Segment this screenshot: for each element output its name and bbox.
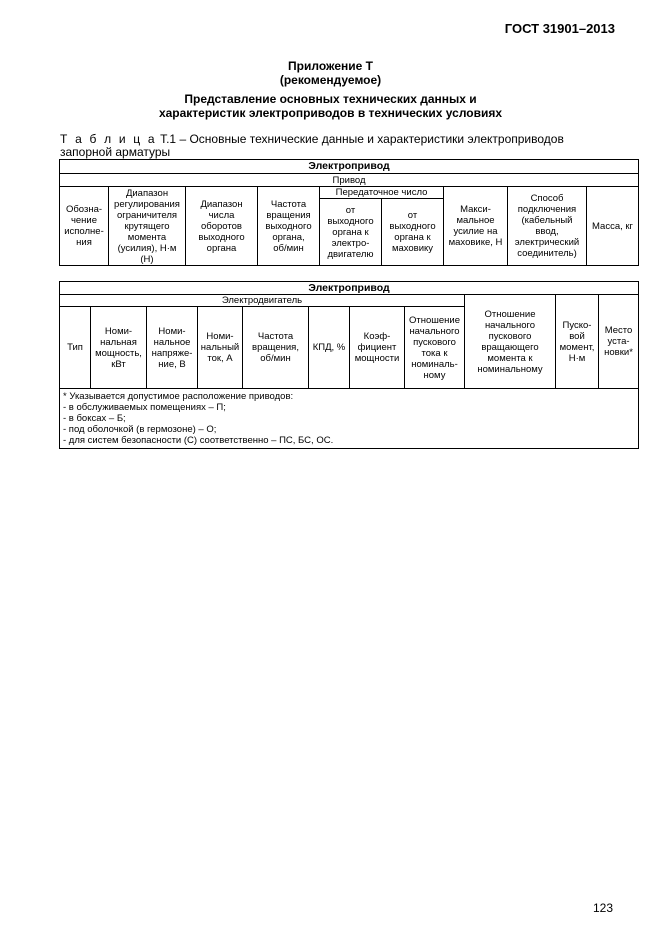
table1-col-8: Масса, кг (587, 187, 639, 266)
table2-col-6: Коэф- фициент мощности (350, 307, 405, 389)
caption-number: Т.1 (160, 132, 177, 146)
table2-col-9: Пуско- вой момент, Н·м (556, 295, 599, 389)
table2-col-4: Частота вращения, об/мин (243, 307, 309, 389)
table1-col-4: от выходного органа к электро- двигателю (320, 199, 382, 266)
table2-col-0: Тип (60, 307, 91, 389)
table2-col-7: Отношение начального пускового тока к номиналь- ному (405, 307, 465, 389)
page-number: 123 (592, 901, 613, 915)
standard-designation: ГОСТ 31901–2013 (504, 21, 615, 36)
table2-col-5: КПД, % (309, 307, 350, 389)
table-1 (59, 159, 639, 266)
appendix-heading-line2: характеристик электроприводов в технических условиях (158, 106, 503, 120)
caption-text-line2: запорной арматуры (60, 145, 171, 159)
table1-col-6: Макси- мальное усилие на маховике, Н (444, 187, 508, 266)
table2-motor-group: Электродвигатель (60, 295, 465, 307)
table2-notes (60, 389, 639, 449)
table2-col-2: Номи- нальное напряже- ние, В (147, 307, 198, 389)
appendix-title: Приложение Т (288, 59, 373, 73)
table2-col-3: Номи- нальный ток, А (198, 307, 243, 389)
caption-text-line1: – Основные технические данные и характеристики электроприводов (179, 132, 564, 146)
table1-title: Электропривод (60, 160, 639, 174)
table2-col-1: Номи- нальная мощность, кВт (91, 307, 147, 389)
note-line: - для систем безопасности (С) соответственно – ПС, БС, ОС. (63, 435, 334, 446)
appendix-status: (рекомендуемое) (279, 73, 382, 87)
table1-col-0: Обозна- чение исполне- ния (60, 187, 109, 266)
caption-table-word: Т а б л и ц а (60, 132, 157, 146)
table2-col-8: Отношение начального пускового вращающего момента к номинальному (465, 295, 556, 389)
table1-col-3: Частота вращения выходного органа, об/мин (258, 187, 320, 266)
table2-col-10: Место уста- новки* (599, 295, 639, 389)
table1-col-5: от выходного органа к маховику (382, 199, 444, 266)
note-line: - в боксах – Б; (63, 413, 126, 424)
note-line: - в обслуживаемых помещениях – П; (63, 402, 226, 413)
table1-gear-group: Передаточное число (320, 187, 444, 199)
table1-col-2: Диапазон числа оборотов выходного органа (186, 187, 258, 266)
table-caption (60, 133, 640, 159)
table-2 (59, 281, 639, 449)
table1-col-7: Способ подключения (кабельный ввод, электрический соединитель) (508, 187, 587, 266)
table1-subtitle: Привод (60, 174, 639, 187)
note-line: * Указывается допустимое расположение приводов: (63, 391, 294, 402)
table2-title: Электропривод (60, 282, 639, 295)
appendix-heading-line1: Представление основных технических данных и (184, 92, 477, 106)
note-line: - под оболочкой (в гермозоне) – О; (63, 424, 217, 435)
table1-col-1: Диапазон регулирования ограничителя крутящего момента (усилия), Н·м (Н) (109, 187, 186, 266)
